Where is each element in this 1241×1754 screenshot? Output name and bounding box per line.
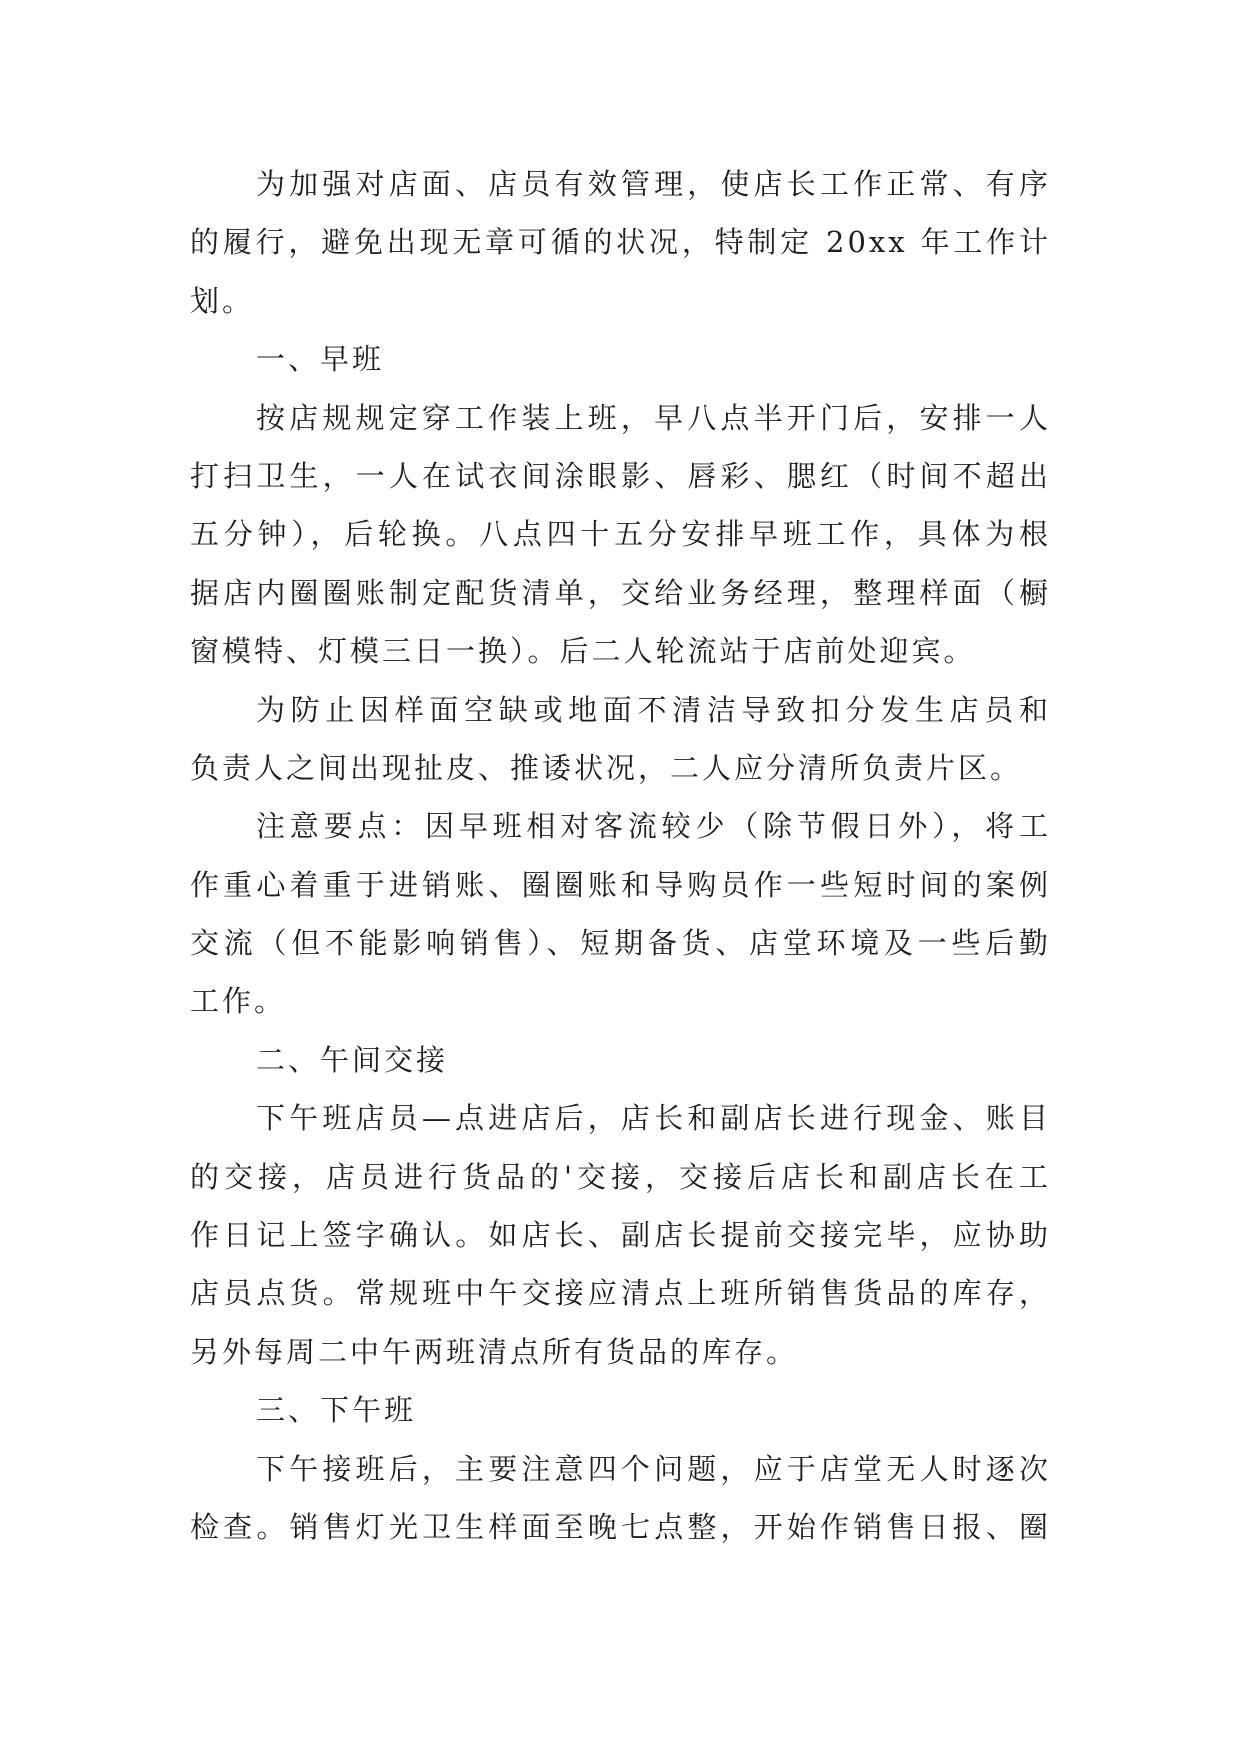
paragraph xyxy=(190,389,1051,681)
text-line: 五分钟），后轮换。八点四十五分安排早班工作，具体为根 xyxy=(190,517,1051,552)
section-heading xyxy=(190,330,1051,388)
text-line: 的交接，店员进行货品的'交接，交接后店长和副店长在工 xyxy=(190,1159,1051,1194)
text-line: 为防止因样面空缺或地面不清洁导致扣分发生店员和 xyxy=(256,692,1051,727)
text-line: 下午班店员—点进店后，店长和副店长进行现金、账目 xyxy=(256,1101,1051,1136)
paragraph xyxy=(190,1089,1051,1381)
section-heading-text: 一、早班 xyxy=(256,342,385,377)
paragraph xyxy=(190,797,1051,1031)
section-heading-text: 三、下午班 xyxy=(256,1393,417,1428)
text-line: 下午接班后，主要注意四个问题，应于店堂无人时逐次 xyxy=(256,1451,1051,1486)
paragraph xyxy=(190,155,1051,330)
text-line: 按店规规定穿工作装上班，早八点半开门后，安排一人 xyxy=(256,400,1051,435)
section-heading xyxy=(190,1381,1051,1439)
paragraph xyxy=(190,681,1051,798)
text-line: 划。 xyxy=(190,283,255,318)
text-line: 店员点货。常规班中午交接应清点上班所销售货品的库存， xyxy=(190,1276,1051,1311)
text-line: 交流（但不能影响销售）、短期备货、店堂环境及一些后勤 xyxy=(190,926,1051,961)
text-line: 作日记上签字确认。如店长、副店长提前交接完毕，应协助 xyxy=(190,1218,1051,1253)
text-line: 作重心着重于进销账、圈圈账和导购员作一些短时间的案例 xyxy=(190,867,1051,902)
text-line: 打扫卫生，一人在试衣间涂眼影、唇彩、腮红（时间不超出 xyxy=(190,458,1051,493)
text-line: 窗模特、灯模三日一换）。后二人轮流站于店前处迎宾。 xyxy=(190,634,976,669)
document-body xyxy=(190,155,1051,1556)
text-line: 另外每周二中午两班清点所有货品的库存。 xyxy=(190,1334,799,1369)
text-line: 据店内圈圈账制定配货清单，交给业务经理，整理样面（橱 xyxy=(190,575,1051,610)
text-line: 负责人之间出现扯皮、推诿状况，二人应分清所负责片区。 xyxy=(190,750,1023,785)
section-heading-text: 二、午间交接 xyxy=(256,1042,449,1077)
paragraph xyxy=(190,1440,1051,1557)
text-line: 为加强对店面、店员有效管理，使店长工作正常、有序 xyxy=(256,167,1051,201)
text-line: 工作。 xyxy=(190,984,287,1019)
section-heading xyxy=(190,1031,1051,1089)
text-line: 的履行，避免出现无章可循的状况，特制定 20xx 年工作计 xyxy=(190,225,1051,260)
text-line: 注意要点：因早班相对客流较少（除节假日外），将工 xyxy=(256,809,1051,844)
text-line: 检查。销售灯光卫生样面至晚七点整，开始作销售日报、圈 xyxy=(190,1509,1051,1544)
